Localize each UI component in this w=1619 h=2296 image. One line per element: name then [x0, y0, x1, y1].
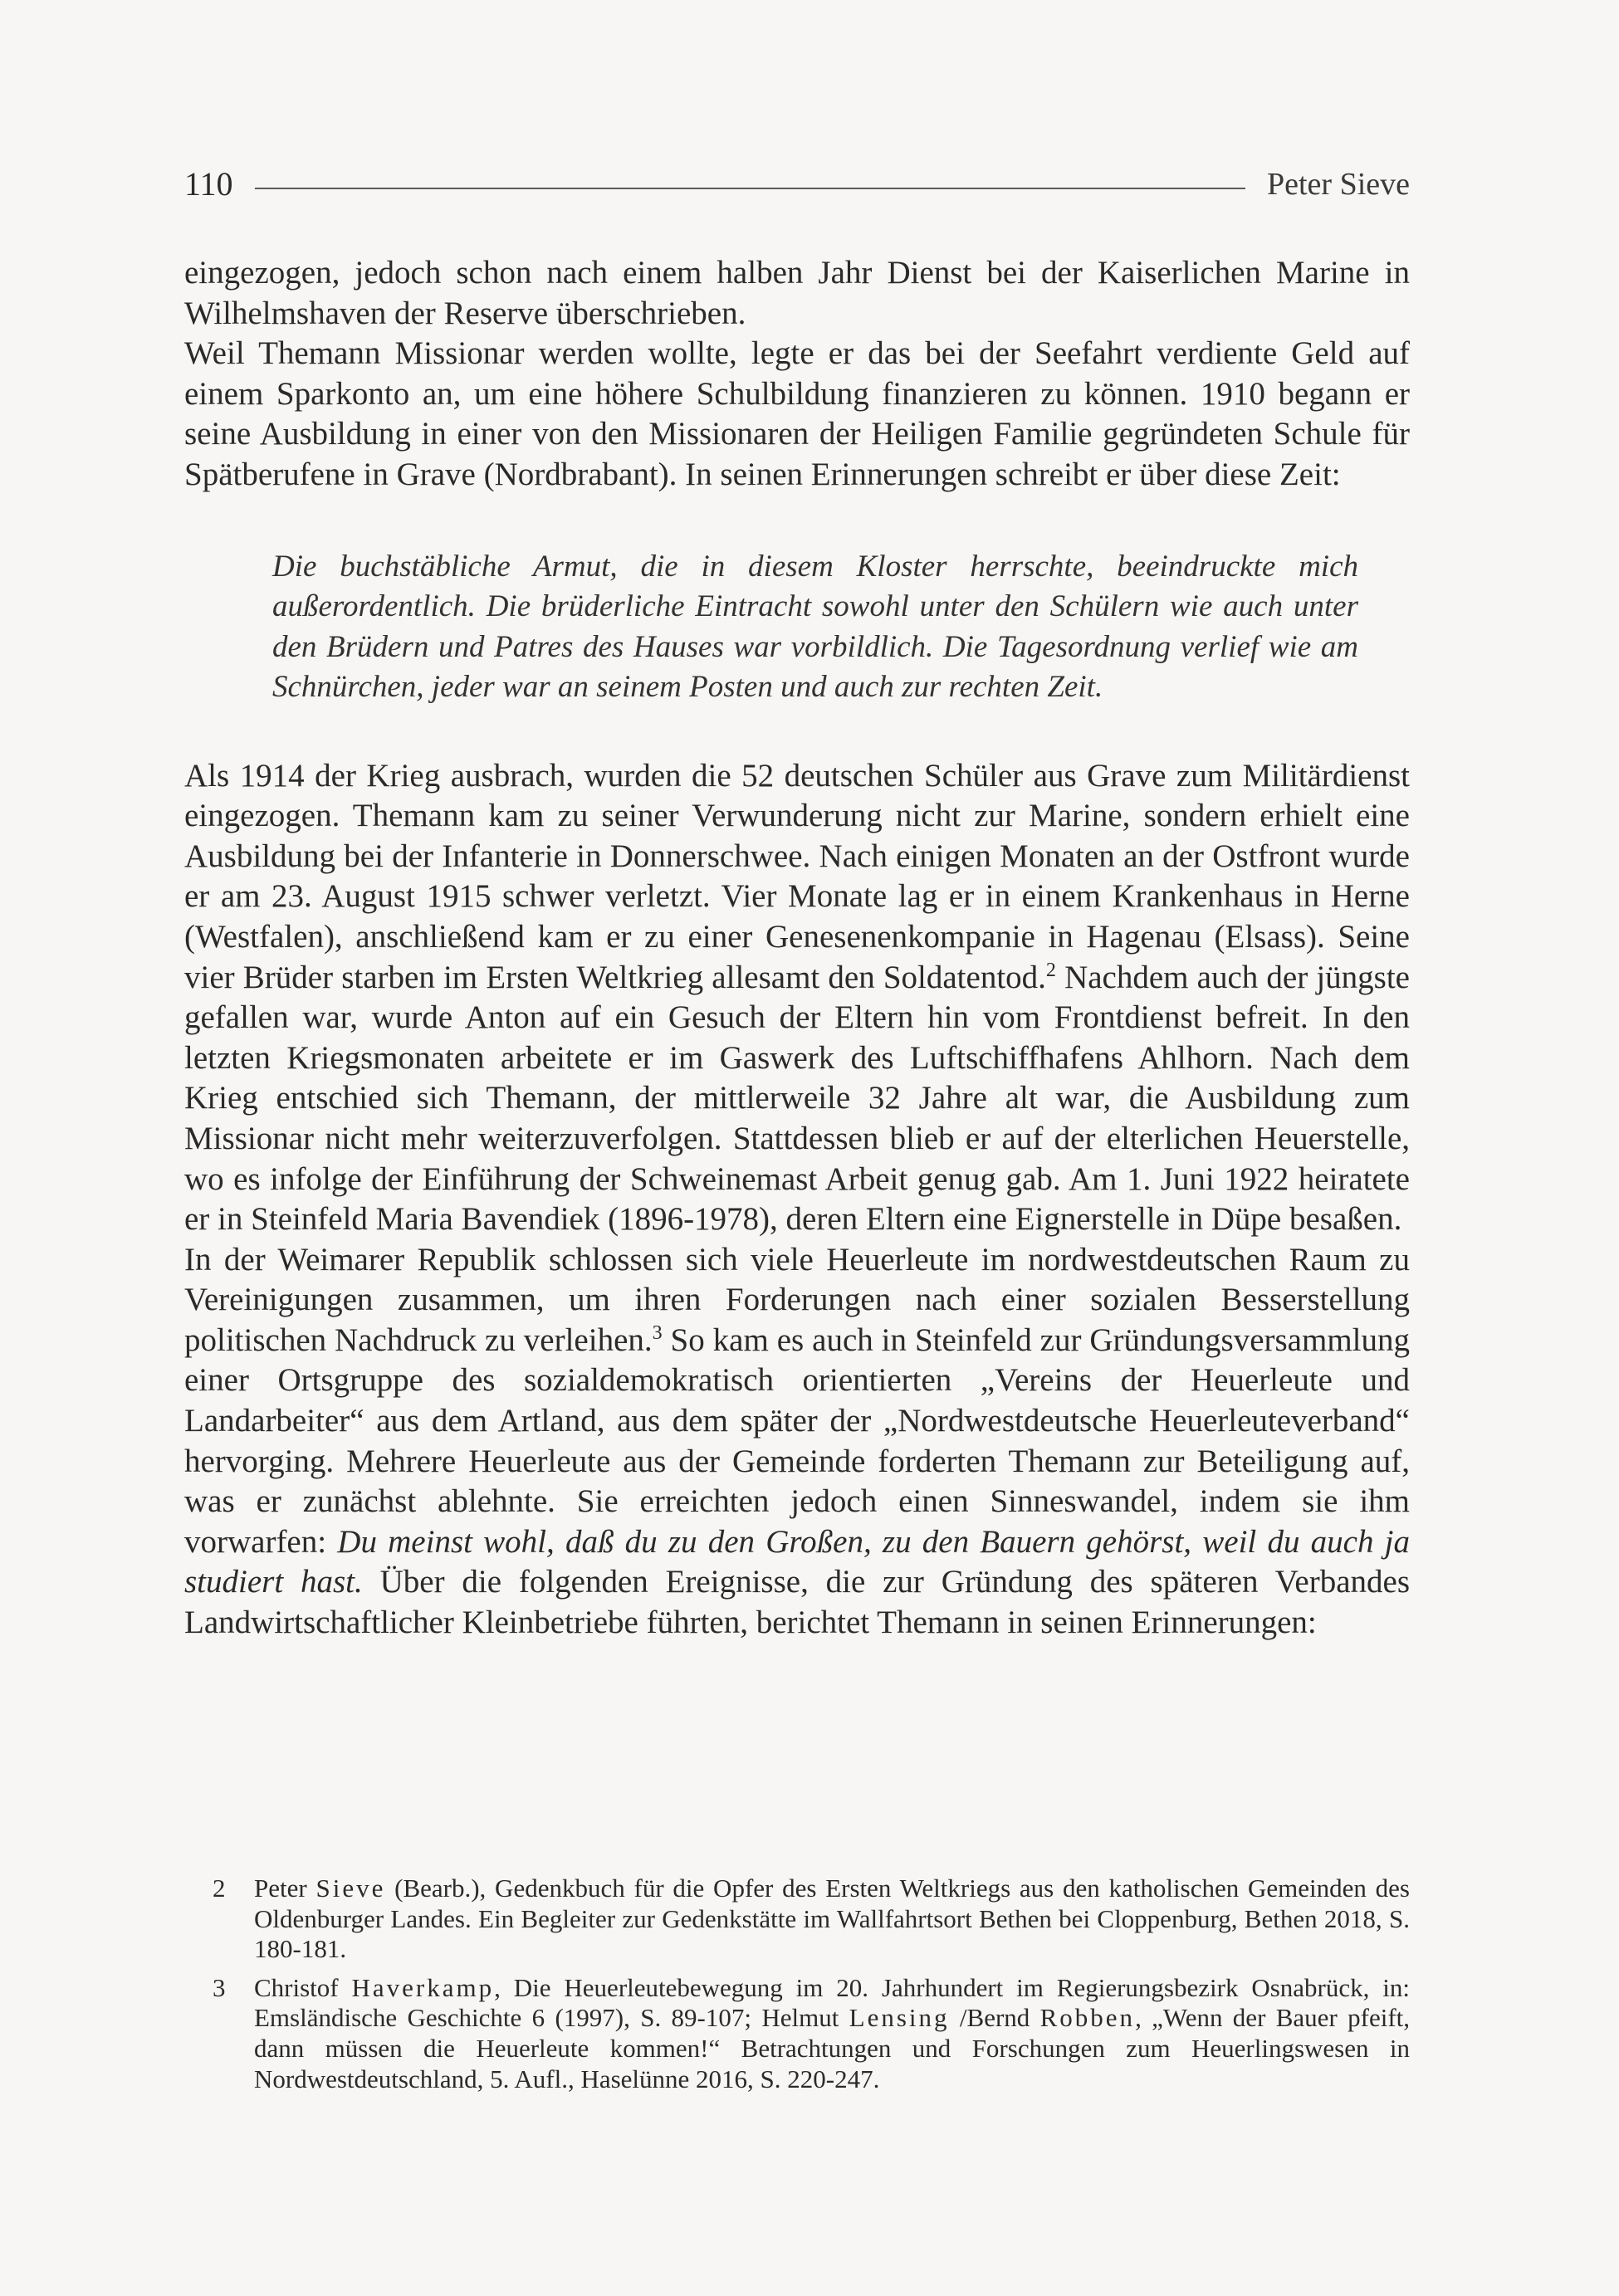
footnote-ref-2: 2: [1045, 959, 1056, 981]
footnote-2: [184, 1873, 1410, 1965]
footnote-author-surname: Robben: [1039, 2003, 1136, 2033]
paragraph-4-part-a: In der Weimarer Republik schlossen sich viele Heuerleute im nordwestdeutschen Raum zu Vereinigungen zusammen, um ihren Forderungen nach einer sozialen Besserstellung politischen Nachdruck zu verleihen.: [184, 1241, 1410, 1358]
footnote-3: [184, 1973, 1410, 2094]
footnote-author-surname: Lensing: [849, 2003, 950, 2033]
paragraph-3-part-a: Als 1914 der Krieg ausbrach, wurden die 52 deutschen Schüler aus Grave zum Militärdienst eingezogen. Themann kam zu seiner Verwunderung nicht zur Marine, sondern erhielt eine Ausbildung bei der Infanterie in Donnerschwee. Nach einigen Monaten an der Ostfront wurde er am 23. August 1915 schwer verletzt. Vier Monate lag er in einem Krankenhaus in Herne (Westfalen), anschließend kam er zu einer Genesenenkompanie in Hagenau (Elsass). Seine vier Brüder starben im Ersten Weltkrieg allesamt den Soldatentod.: [184, 757, 1410, 995]
paragraph-2: Weil Themann Missionar werden wollte, legte er das bei der Seefahrt verdiente Geld auf einem Sparkonto an, um eine höhere Schulbildung finanzieren zu können. 1910 begann er seine Ausbildung in einer von den Missionaren der Heiligen Familie gegründeten Schule für Spätberufene in Grave (Nordbrabant). In seinen Erinnerungen schreibt er über diese Zeit:: [184, 335, 1410, 492]
paragraph-4-part-c: Über die folgenden Ereignisse, die zur Gründung des späteren Verbandes Landwirtschaftlicher Kleinbetriebe führten, berichtet Themann in seinen Erinnerungen:: [184, 1564, 1411, 1641]
paragraph-4-quotation: Du meinst wohl, daß du zu den Großen, zu den Bauern gehörst, weil du auch ja studiert hast.: [184, 1523, 1410, 1600]
paragraph-4-part-b: So kam es auch in Steinfeld zur Gründungsversammlung einer Ortsgruppe des sozialdemokratisch orientierten „Vereins der Heuerleute und Landarbeiter“ aus dem Artland, aus dem später der „Nordwestdeutsche Heuerleuteverband“ hervorging. Mehrere Heuerleute aus der Gemeinde forderten Themann zur Beteiligung auf, was er zunächst ablehnte. Sie erreichten jedoch einen Sinneswandel, indem sie ihm vorwarfen:: [184, 1321, 1411, 1560]
paragraph-4: [184, 1240, 1410, 1644]
footnote-author-surname: Haverkamp: [351, 1972, 495, 2002]
header-rule: [255, 188, 1245, 189]
block-quote: Die buchstäbliche Armut, die in diesem Kloster herrschte, beeindruckte mich außerordentlich. Die brüderliche Eintracht sowohl unter den Schülern wie auch unter den Brüdern und Patres des Hauses war vorbildlich. Die Tagesordnung verlief wie am Schnürchen, jeder war an seinem Posten und auch zur rechten Zeit.: [272, 549, 1358, 705]
footnote-citation: , „Wenn der Bauer pfeift, dann müssen die Heuerleute kommen!“ Betrachtungen und Forschungen zum Heuerlingswesen in Nordwestdeutschland, 5. Aufl., Haselünne 2016, S. 220-247.: [254, 2003, 1410, 2093]
running-head-author: Peter Sieve: [1266, 167, 1410, 202]
footnote-author-surname: Sieve: [315, 1873, 386, 1903]
running-head: [184, 156, 1410, 203]
footnote-text: [254, 1973, 1410, 2094]
paragraph-3-part-b: Nachdem auch der jüngste gefallen war, wurde Anton auf ein Gesuch der Eltern hin vom Frontdienst befreit. In den letzten Kriegsmonaten arbeitete er im Gaswerk des Luftschiffhafens Ahlhorn. Nach dem Krieg entschied sich Themann, der mittlerweile 32 Jahre alt war, die Ausbildung zum Missionar nicht mehr weiterzuverfolgen. Stattdessen blieb er auf der elterlichen Heuerstelle, wo es infolge der Einführung der Schweinemast Arbeit genug gab. Am 1. Juni 1922 heiratete er in Steinfeld Maria Bavendiek (1896-1978), deren Eltern eine Eignerstelle in Düpe besaßen.: [184, 959, 1410, 1238]
body-text: [184, 253, 1410, 1644]
footnotes: [184, 1873, 1410, 2103]
footnote-citation: /Bernd: [949, 2003, 1040, 2033]
paragraph-1: eingezogen, jedoch schon nach einem halben Jahr Dienst bei der Kaiserlichen Marine in Wilhelmshaven der Reserve überschrieben.: [184, 255, 1410, 331]
footnote-author-first: Peter: [254, 1873, 316, 1903]
footnote-citation: , Die Heuerleutebewegung im 20. Jahrhundert im Regierungsbezirk Osnabrück, in: Emsländische Geschichte 6 (1997), S. 89-107; Helmut: [254, 1972, 1410, 2033]
footnote-number: 3: [213, 1972, 226, 2002]
paragraph-3: [184, 756, 1410, 1240]
footnote-text: [254, 1873, 1410, 1965]
footnote-citation: (Bearb.), Gedenkbuch für die Opfer des Ersten Weltkriegs aus den katholischen Gemeinden des Oldenburger Landes. Ein Begleiter zur Gedenkstätte im Wallfahrtsort Bethen bei Cloppenburg, Bethen 2018, S. 180-181.: [254, 1873, 1410, 1964]
page-number: 110: [184, 165, 233, 203]
footnote-number: 2: [213, 1873, 226, 1903]
footnote-ref-3: 3: [652, 1321, 663, 1344]
footnote-author-first: Christof: [254, 1972, 352, 2002]
